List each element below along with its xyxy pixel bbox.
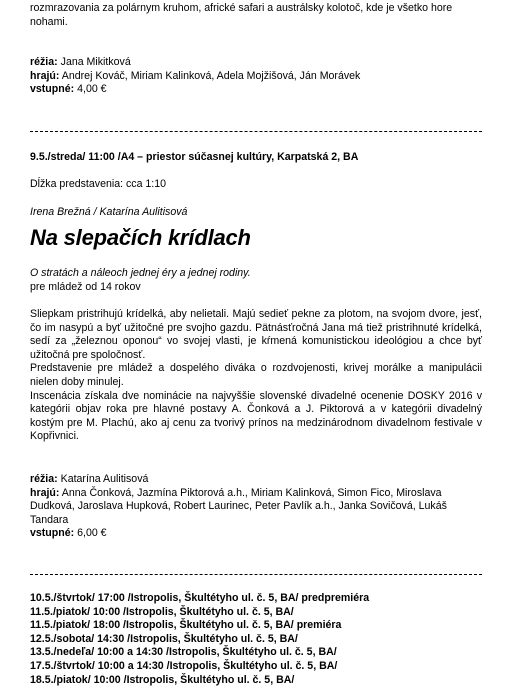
separator-line <box>30 574 482 575</box>
description-paragraph: Sliepkam pristrihujú krídelká, aby nelietali. Majú sedieť pekne za plotom, na svojom dvore, jesť, čo im nasypú a byť užitočné pre svojho gazdu. Pätnásťročná Jana má tiež pristrihnuté krídelká, sedí za „železnou oponou“ vo svojej vlasti, je kŕmená komunistickou ideológiou a chce byť užitočná pre spoločnosť. <box>30 308 482 361</box>
vstupne-value: 4,00 € <box>77 83 107 96</box>
previous-entry <box>30 2 482 29</box>
event-title: Na slepačích krídlach <box>30 225 251 250</box>
event-subtitle: O stratách a náleoch jednej éry a jednej rodiny. <box>30 267 251 279</box>
event-subtitle-block <box>30 267 482 294</box>
schedule-item: 12.5./sobota/ 14:30 /Istropolis, Škultétyho ul. č. 5, BA/ <box>30 632 298 645</box>
intro-tail-line1: rozmrazovania za polárnym kruhom, africké safari a austrálsky kolotoč, kde je všetko hore <box>30 2 453 14</box>
intro-tail-line2: nohami. <box>30 15 68 28</box>
vstupne-line <box>30 527 482 541</box>
schedule-item: 17.5./štvrtok/ 10:00 a 14:30 /Istropolis, Škultétyho ul. č. 5, BA/ <box>30 659 338 672</box>
event-duration: Dĺžka predstavenia: cca 1:10 <box>30 178 167 190</box>
schedule-item: 13.5./nedeľa/ 10:00 a 14:30 /Istropolis, Škultétyho ul. č. 5, BA/ <box>30 646 337 659</box>
previous-credits <box>30 56 482 97</box>
hraju-line <box>30 487 482 528</box>
hraju-label: hrajú: <box>30 69 60 82</box>
event-authors: Irena Brežná / Katarína Aulitisová <box>30 206 188 218</box>
event-duration-block <box>30 178 482 192</box>
vstupne-label: vstupné: <box>30 83 75 96</box>
hraju-label: hrajú: <box>30 486 60 499</box>
description-paragraph: Predstavenie pre mládež a dospelého diváka o rozdvojenosti, krivej morálke a manipulácii nielen doby minulej. <box>30 362 482 388</box>
vstupne-line <box>30 83 482 97</box>
schedule-item: 18.5./piatok/ 10:00 /Istropolis, Škultétyho ul. č. 5, BA/ <box>30 673 295 686</box>
event-credits <box>30 473 482 541</box>
hraju-value: Andrej Kováč, Miriam Kalinková, Adela Mojžišová, Ján Morávek <box>61 69 361 82</box>
rezia-label: réžia: <box>30 56 58 68</box>
event-audience: pre mládež od 14 rokov <box>30 280 141 293</box>
event-title-block <box>30 225 482 251</box>
schedule-item: 11.5./piatok/ 10:00 /Istropolis, Škultétyho ul. č. 5, BA/ <box>30 605 294 618</box>
rezia-line <box>30 56 482 70</box>
performance-schedule <box>30 592 482 687</box>
schedule-item: 11.5./piatok/ 18:00 /Istropolis, Škultétyho ul. č. 5, BA/ premiéra <box>30 619 342 632</box>
rezia-value: Katarína Aulitisová <box>60 473 149 485</box>
event-header <box>30 151 482 165</box>
hraju-value: Anna Čonková, Jazmína Piktorová a.h., Miriam Kalinková, Simon Fico, Miroslava Dudková, Jaroslava Hupková, Robert Laurinec, Peter Pavlík a.h., Janka Sovičová, Lukáš Tandara <box>30 486 447 526</box>
vstupne-value: 6,00 € <box>77 527 107 540</box>
rezia-label: réžia: <box>30 473 58 485</box>
separator-line <box>30 131 482 132</box>
event-authors-block <box>30 206 482 220</box>
rezia-value: Jana Mikitková <box>60 56 131 68</box>
hraju-line <box>30 70 482 84</box>
event-description <box>30 308 482 444</box>
rezia-line <box>30 473 482 487</box>
vstupne-label: vstupné: <box>30 527 75 540</box>
event-date-place: 9.5./streda/ 11:00 /A4 – priestor súčasnej kultúry, Karpatská 2, BA <box>30 151 359 163</box>
description-paragraph: Inscenácia získala dve nominácie na najvyššie slovenské divadelné ocenenie DOSKY 2016 v kategórii objav roka pre hlavné postavy A. Čonková a J. Piktorová a v kategórii divadelný kostým pre M. Plachú, ako aj cenu za tvorivý prínos na medzinárodnom divadelnom festivale v Kopřivnici. <box>30 389 482 443</box>
schedule-item: 10.5./štvrtok/ 17:00 /Istropolis, Škultétyho ul. č. 5, BA/ predpremiéra <box>30 592 370 604</box>
